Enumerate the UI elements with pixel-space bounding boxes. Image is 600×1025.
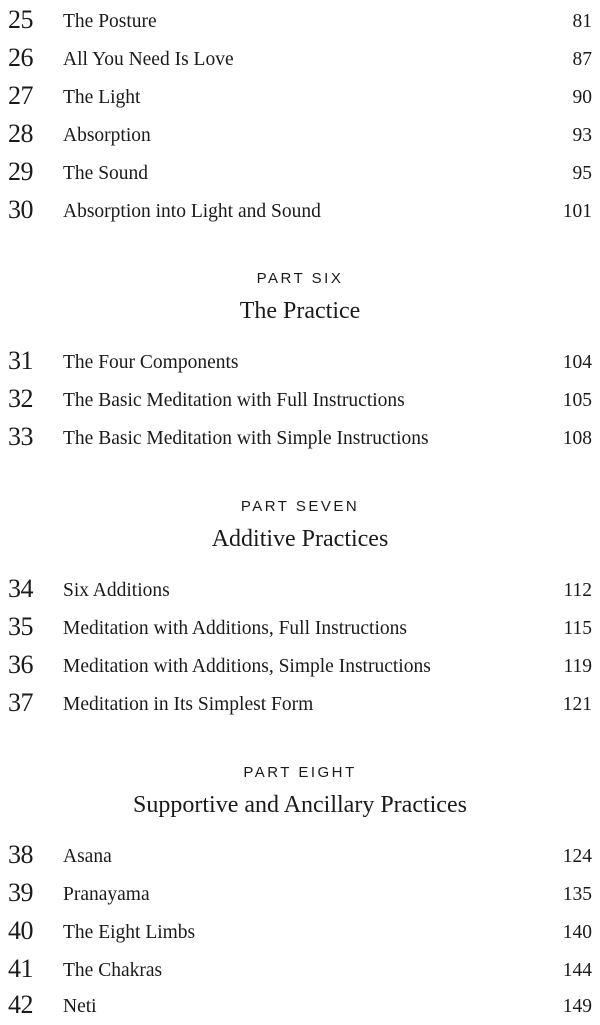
page-number: 105 xyxy=(562,390,592,411)
page-number: 124 xyxy=(562,846,592,867)
page-number: 119 xyxy=(563,656,592,677)
chapter-number: 35 xyxy=(8,612,33,641)
toc-entry-34[interactable] xyxy=(0,571,600,607)
toc-entry-27[interactable] xyxy=(0,78,600,114)
chapter-number: 39 xyxy=(8,878,33,907)
page-number: 135 xyxy=(562,884,592,905)
page-number: 101 xyxy=(562,201,592,222)
page-number: 115 xyxy=(563,618,592,639)
toc-entry-28[interactable] xyxy=(0,116,600,152)
toc-entry-42[interactable] xyxy=(0,987,600,1023)
chapter-number: 25 xyxy=(8,5,33,34)
toc-entry-33[interactable] xyxy=(0,419,600,455)
chapter-title: Six Additions xyxy=(63,580,170,601)
chapter-title: The Light xyxy=(63,87,141,108)
toc-entry-38[interactable] xyxy=(0,837,600,873)
chapter-title: The Eight Limbs xyxy=(63,922,196,943)
chapter-title: Meditation in Its Simplest Form xyxy=(63,694,314,715)
chapter-title: The Basic Meditation with Full Instructions xyxy=(63,390,405,411)
toc-entry-31[interactable] xyxy=(0,343,600,379)
part-title: Additive Practices xyxy=(211,526,389,552)
chapter-title: The Posture xyxy=(63,11,157,32)
part-label: PART SIX xyxy=(256,270,344,287)
part-label: PART SEVEN xyxy=(240,498,360,515)
page-number: 81 xyxy=(572,11,592,32)
chapter-title: Pranayama xyxy=(63,884,150,905)
chapter-number: 29 xyxy=(8,157,33,186)
chapter-number: 27 xyxy=(8,81,33,110)
page-number: 93 xyxy=(572,125,592,146)
page-number: 108 xyxy=(562,428,592,449)
chapter-number: 28 xyxy=(8,119,33,148)
page-number: 112 xyxy=(563,580,592,601)
chapter-title: The Basic Meditation with Simple Instructions xyxy=(63,428,429,449)
toc-entry-30[interactable] xyxy=(0,192,600,228)
page-number: 90 xyxy=(572,87,592,108)
page-number: 149 xyxy=(562,996,592,1017)
chapter-number: 37 xyxy=(8,688,33,717)
chapter-number: 26 xyxy=(8,43,33,72)
chapter-number: 36 xyxy=(8,650,33,679)
chapter-title: The Four Components xyxy=(63,352,239,373)
part-title: The Practice xyxy=(239,298,361,324)
toc-entry-41[interactable] xyxy=(0,951,600,987)
chapter-title: Meditation with Additions, Full Instructions xyxy=(63,618,407,639)
chapter-title: Meditation with Additions, Simple Instructions xyxy=(63,656,431,677)
chapter-title: Neti xyxy=(63,996,97,1017)
part-label: PART EIGHT xyxy=(243,764,357,781)
toc-entry-40[interactable] xyxy=(0,913,600,949)
chapter-number: 32 xyxy=(8,384,33,413)
toc-entry-26[interactable] xyxy=(0,40,600,76)
chapter-number: 42 xyxy=(8,990,33,1019)
page-number: 104 xyxy=(562,352,592,373)
page-number: 121 xyxy=(562,694,592,715)
page-number: 87 xyxy=(572,49,592,70)
toc-entry-35[interactable] xyxy=(0,609,600,645)
chapter-number: 30 xyxy=(8,195,33,224)
chapter-number: 31 xyxy=(8,346,33,375)
toc-entry-36[interactable] xyxy=(0,647,600,683)
chapter-title: Asana xyxy=(63,846,112,867)
chapter-number: 34 xyxy=(8,574,33,603)
toc-entry-32[interactable] xyxy=(0,381,600,417)
toc-entry-29[interactable] xyxy=(0,154,600,190)
part-title: Supportive and Ancillary Practices xyxy=(133,792,467,818)
toc-entry-25[interactable] xyxy=(0,2,600,38)
chapter-title: Absorption into Light and Sound xyxy=(63,201,321,222)
toc-entry-39[interactable] xyxy=(0,875,600,911)
chapter-title: All You Need Is Love xyxy=(63,49,234,70)
chapter-title: The Sound xyxy=(63,163,149,184)
page-number: 95 xyxy=(572,163,592,184)
toc-entry-37[interactable] xyxy=(0,685,600,721)
chapter-number: 33 xyxy=(8,422,33,451)
page-number: 144 xyxy=(562,960,592,981)
page-number: 140 xyxy=(562,922,592,943)
chapter-title: Absorption xyxy=(63,125,151,146)
chapter-number: 40 xyxy=(8,916,33,945)
chapter-number: 38 xyxy=(8,840,33,869)
chapter-title: The Chakras xyxy=(63,960,163,981)
chapter-number: 41 xyxy=(8,954,33,983)
